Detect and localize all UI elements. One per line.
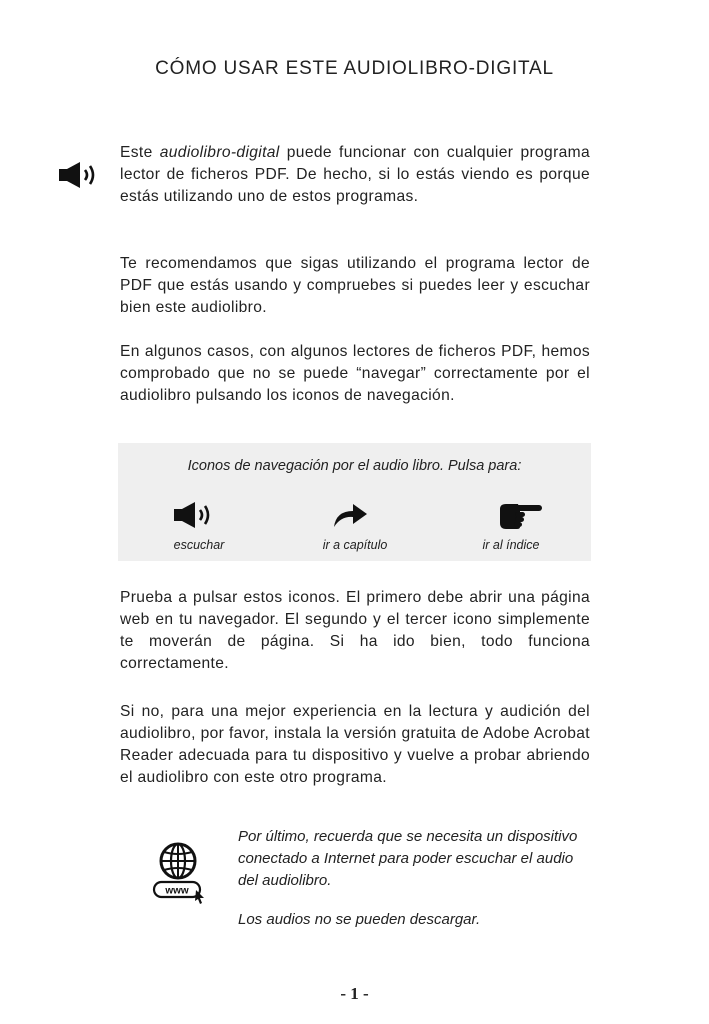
nav-label-listen: escuchar	[173, 538, 225, 552]
speaker-icon[interactable]	[173, 500, 215, 530]
test-paragraph: Prueba a pulsar estos iconos. El primero debe abrir una página web en tu navegador. El segundo y el tercer icono simplemente te moverán de página. Si ha ido bien, todo funciona correctamente.	[120, 589, 590, 672]
intro-pre: Este	[120, 144, 160, 161]
warning-paragraph: En algunos casos, con algunos lectores de ficheros PDF, hemos comprobado que no se puede “navegar” correctamente por el audiolibro pulsando los iconos de navegación.	[120, 343, 590, 404]
nav-label-chapter: ir a capítulo	[322, 538, 388, 552]
nav-box-caption: Iconos de navegación por el audio libro. Pulsa para:	[187, 458, 522, 474]
arrow-right-curved-icon[interactable]	[331, 500, 369, 530]
www-label: www	[165, 885, 189, 897]
fallback-paragraph: Si no, para una mejor experiencia en la lectura y audición del audiolibro, por favor, instala la versión gratuita de Adobe Acrobat Reader adecuada para tu dispositivo y vuelve a probar abriendo el audiolibro con este otro programa.	[120, 703, 590, 786]
page-number: - 1 -	[340, 984, 369, 1003]
internet-note-text: Por último, recuerda que se necesita un dispositivo conectado a Internet para poder escuchar el audio del audiolibro.	[238, 828, 578, 889]
nav-label-index: ir al índice	[482, 538, 540, 552]
globe-www-icon	[152, 840, 208, 906]
pointing-hand-icon[interactable]	[498, 500, 544, 530]
no-download-note: Los audios no se pueden descargar.	[238, 911, 481, 928]
intro-paragraph	[120, 142, 590, 208]
intro-post: puede funcionar con cualquier programa lector de ficheros PDF. De hecho, si lo estás viendo es porque estás utilizando uno de estos programas.	[120, 144, 590, 205]
speaker-icon[interactable]	[58, 161, 100, 189]
recommend-paragraph: Te recomendamos que sigas utilizando el programa lector de PDF que estás usando y compruebes si puedes leer y escuchar bien este audiolibro.	[120, 255, 590, 316]
intro-emphasis: audiolibro-digital	[159, 144, 280, 161]
page-title: CÓMO USAR ESTE AUDIOLIBRO-DIGITAL	[155, 58, 554, 79]
